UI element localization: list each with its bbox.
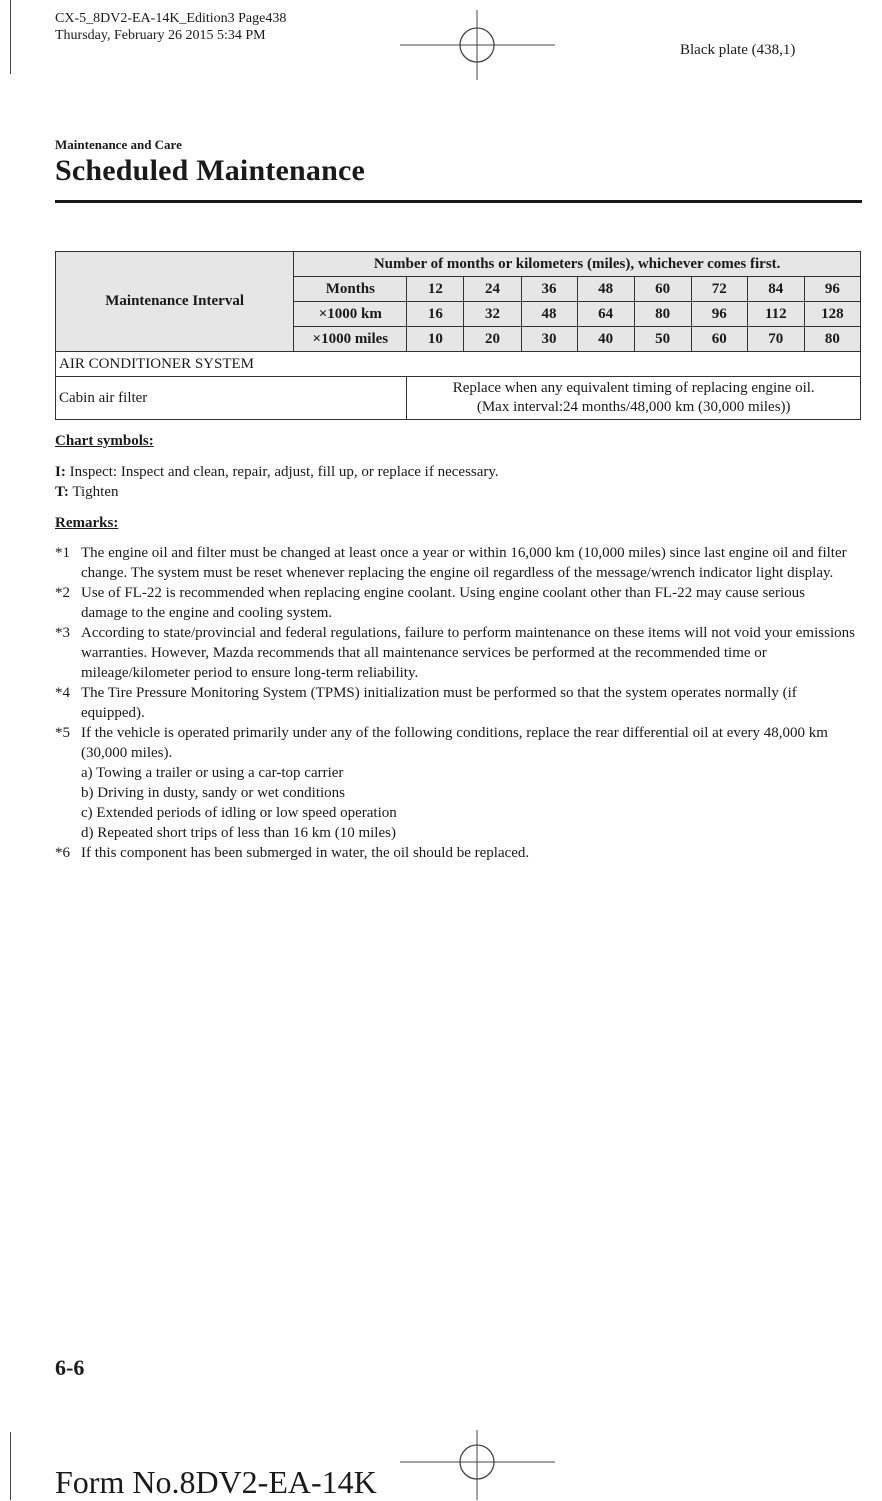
remark-number: *5 [55,725,70,741]
item-note [407,377,861,420]
crop-line-top-left [10,0,11,74]
remark-text: If this component has been submerged in water, the oil should be replaced. [81,845,530,861]
remarks-heading: Remarks: [55,515,119,531]
remark-number: *4 [55,685,70,701]
table-cell: 10 [407,327,464,352]
interval-header-note: Number of months or kilometers (miles), whichever comes first. [294,252,861,277]
table-cell: 20 [464,327,521,352]
symbol-inspect [55,462,499,482]
table-cell: 48 [521,302,577,327]
table-cell: 128 [804,302,860,327]
table-cell: 24 [464,277,521,302]
remark-text: The Tire Pressure Monitoring System (TPMS) initialization must be performed so that the system operates normally (if equipped). [81,685,797,721]
symbol-key: I: [55,464,66,480]
remark-text: Use of FL-22 is recommended when replacing engine coolant. Using engine coolant other than FL-22 may cause serious damage to the engine and cooling system. [81,585,805,621]
table-cell: 36 [521,277,577,302]
table-cell: 48 [577,277,634,302]
remark-number: *1 [55,545,70,561]
interval-label: Maintenance Interval [56,252,294,352]
table-cell: 96 [691,302,747,327]
remark-text: The engine oil and filter must be changed at least once a year or within 16,000 km (10,000 miles) since last engine oil and filter change. The system must be reset whenever replacing the engine oil regardless of the message/wrench indicator light display. [81,545,847,581]
page-number: 6-6 [55,1355,85,1380]
symbol-text: Tighten [68,484,119,500]
registration-mark-icon [400,1430,555,1500]
remark-number: *6 [55,845,70,861]
registration-mark-icon [400,10,555,80]
table-row [56,252,861,277]
print-timestamp: Thursday, February 26 2015 5:34 PM [55,28,266,43]
print-info [55,10,286,44]
table-cell: 32 [464,302,521,327]
plate-label: Black plate (438,1) [680,42,796,58]
page-title: Scheduled Maintenance [55,154,366,187]
table-cell: 60 [691,327,747,352]
table-cell: 50 [634,327,691,352]
symbol-tighten [55,482,119,502]
table-cell: 80 [634,302,691,327]
chart-symbols-heading: Chart symbols: [55,433,154,449]
item-note-line: Replace when any equivalent timing of replacing engine oil. [452,380,815,396]
form-number: Form No.8DV2-EA-14K [55,1464,377,1500]
list-item [55,683,855,723]
table-cell: 84 [747,277,804,302]
symbol-text: Inspect: Inspect and clean, repair, adjust, fill up, or replace if necessary. [65,464,499,480]
table-cell: 12 [407,277,464,302]
system-row: AIR CONDITIONER SYSTEM [56,352,861,377]
remark-number: *2 [55,585,70,601]
print-job: CX-5_8DV2-EA-14K_Edition3 Page438 [55,11,287,26]
condition-item: d) Repeated short trips of less than 16 km (10 miles) [81,825,396,841]
table-cell: 112 [747,302,804,327]
list-item [55,843,855,863]
section-name: Maintenance and Care [55,137,182,152]
list-item [55,543,855,583]
table-cell: 80 [804,327,860,352]
row-label-km: ×1000 km [294,302,407,327]
condition-item: c) Extended periods of idling or low speed operation [81,805,397,821]
table-row [56,377,861,420]
remark-text: If the vehicle is operated primarily under any of the following conditions, replace the rear differential oil at every 48,000 km (30,000 miles). [81,725,828,761]
crop-line-bottom-left [10,1432,11,1500]
symbol-key: T: [55,484,69,500]
table-cell: 30 [521,327,577,352]
condition-item: b) Driving in dusty, sandy or wet conditions [81,785,346,801]
item-label: Cabin air filter [56,377,407,420]
table-cell: 70 [747,327,804,352]
condition-item: a) Towing a trailer or using a car-top carrier [81,765,344,781]
row-label-months: Months [294,277,407,302]
remark-text: According to state/provincial and federal regulations, failure to perform maintenance on these items will not void your emissions warranties. However, Mazda recommends that all maintenance services be performed at the recommended time or mileage/kilometer period to ensure long-term reliability. [81,625,855,681]
maintenance-table [55,251,861,420]
table-cell: 64 [577,302,634,327]
title-rule [55,200,862,203]
table-cell: 60 [634,277,691,302]
table-row [56,352,861,377]
remark-number: *3 [55,625,70,641]
item-note-line: (Max interval:24 months/48,000 km (30,000 miles)) [476,399,791,415]
list-item [55,623,855,683]
table-cell: 96 [804,277,860,302]
list-item [55,723,855,763]
table-cell: 40 [577,327,634,352]
table-cell: 16 [407,302,464,327]
remarks-list [55,543,855,863]
list-item [55,583,855,623]
row-label-miles: ×1000 miles [294,327,407,352]
table-cell: 72 [691,277,747,302]
